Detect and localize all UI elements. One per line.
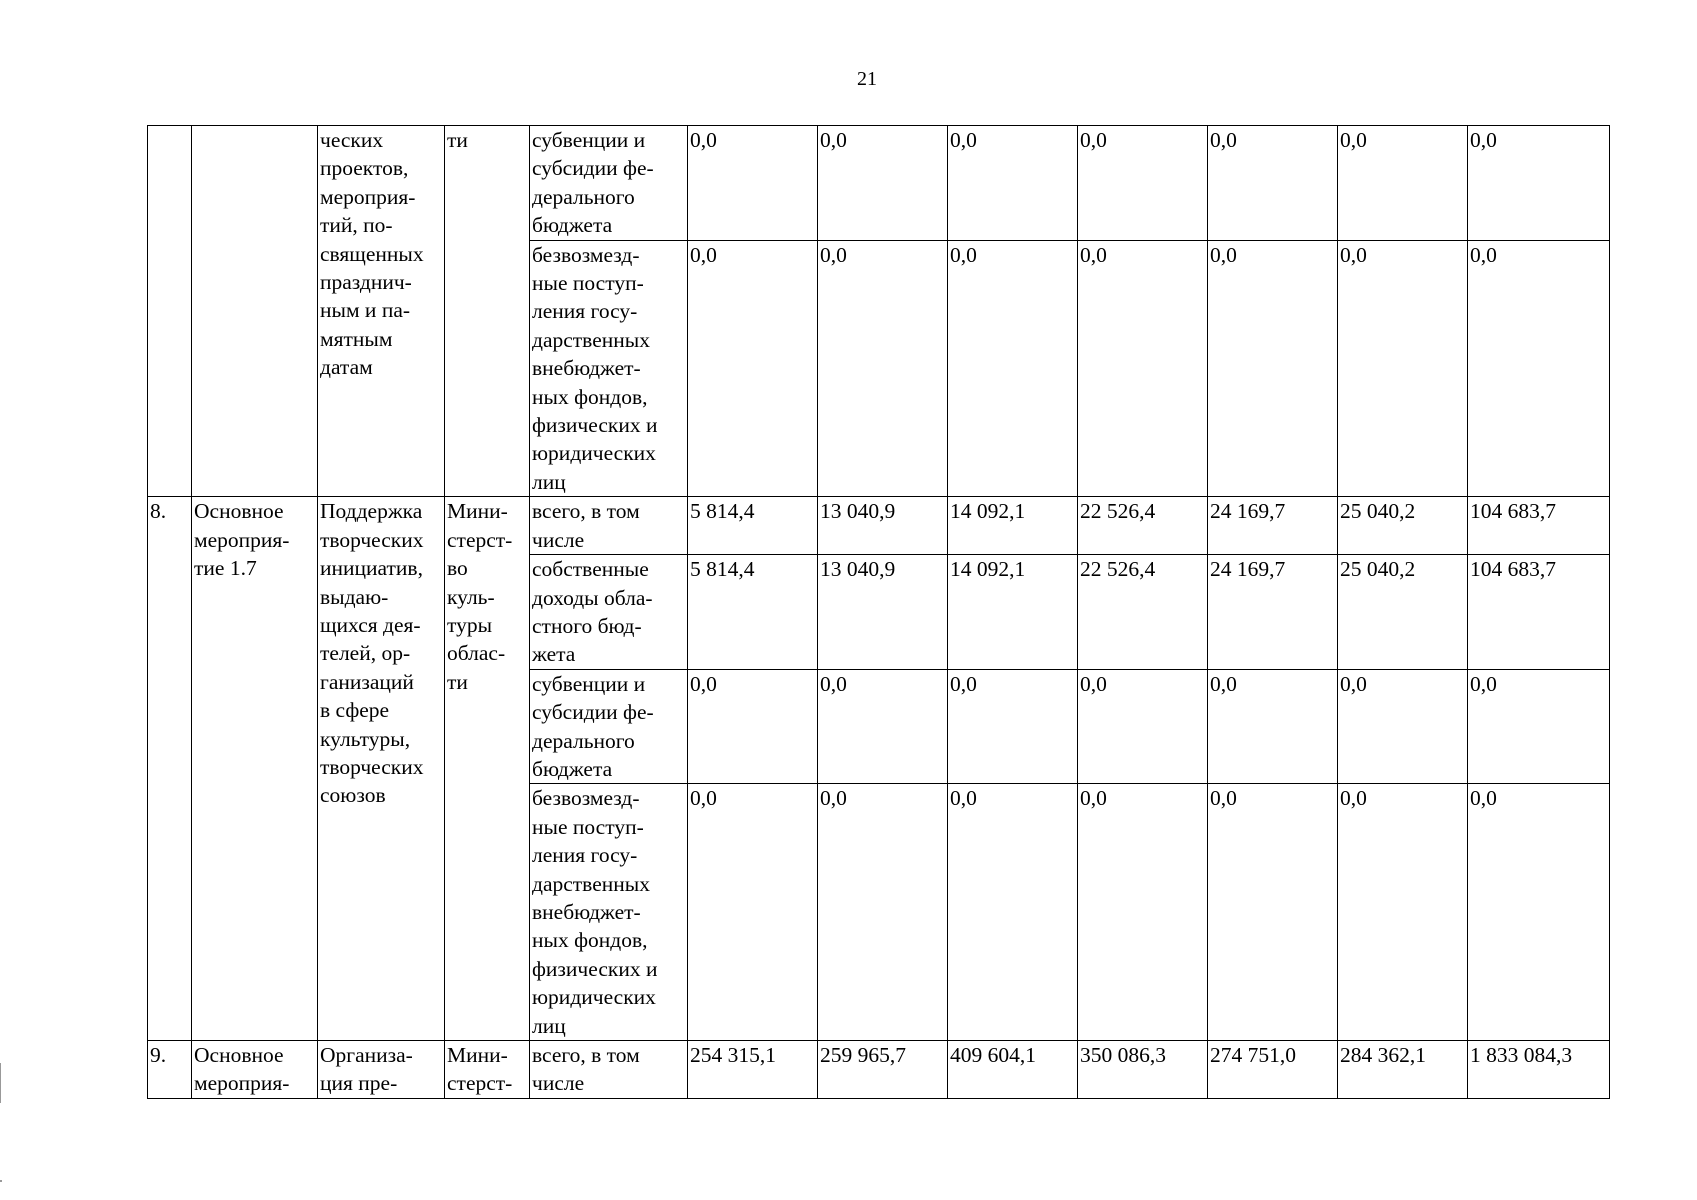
year-value-cell: 0,0 [1338,126,1468,241]
total-value-cell: 0,0 [1468,240,1610,497]
year-value-cell: 0,0 [1208,784,1338,1041]
year-value-cell: 350 086,3 [1078,1041,1208,1099]
year-value-cell: 284 362,1 [1338,1041,1468,1099]
year-value-cell: 0,0 [948,126,1078,241]
total-value-cell: 0,0 [1468,669,1610,784]
year-value-cell: 24 169,7 [1208,497,1338,555]
funding-source-cell: субвенции и субсидии фе- дерального бюджета [530,669,688,784]
year-value-cell: 0,0 [1338,669,1468,784]
activity-name-cell: Организа- ция пре- [318,1041,445,1099]
total-value-cell: 0,0 [1468,784,1610,1041]
funding-source-cell: субвенции и субсидии фе- дерального бюджета [530,126,688,241]
year-value-cell: 0,0 [1208,126,1338,241]
table-row [148,497,1610,555]
total-value-cell: 104 683,7 [1468,497,1610,555]
funding-source-cell: всего, в том числе [530,497,688,555]
year-value-cell: 0,0 [1338,784,1468,1041]
total-value-cell: 0,0 [1468,126,1610,241]
year-value-cell: 22 526,4 [1078,555,1208,670]
year-value-cell: 0,0 [818,240,948,497]
year-value-cell: 0,0 [1208,669,1338,784]
funding-source-cell: безвозмезд- ные поступ- ления госу- дарственных внебюджет- ных фондов, физических и юридических лиц [530,240,688,497]
year-value-cell: 0,0 [688,126,818,241]
row-number-cell: 8. [148,497,192,1041]
responsible-cell: Мини- стерст- во куль- туры облас- ти [445,497,530,1041]
funding-source-cell: всего, в том числе [530,1041,688,1099]
year-value-cell: 14 092,1 [948,555,1078,670]
activity-name-cell: ческих проектов, мероприя- тий, по- священных празднич- ным и па- мятным датам [318,126,445,497]
year-value-cell: 274 751,0 [1208,1041,1338,1099]
activity-kind-cell: Основное мероприя- тие 1.7 [192,497,318,1041]
year-value-cell: 0,0 [818,784,948,1041]
year-value-cell: 0,0 [688,784,818,1041]
budget-table [147,125,1610,1099]
year-value-cell: 0,0 [1208,240,1338,497]
year-value-cell: 409 604,1 [948,1041,1078,1099]
year-value-cell: 0,0 [948,240,1078,497]
year-value-cell: 0,0 [948,784,1078,1041]
year-value-cell: 254 315,1 [688,1041,818,1099]
year-value-cell: 13 040,9 [818,555,948,670]
funding-source-cell: безвозмезд- ные поступ- ления госу- дарственных внебюджет- ных фондов, физических и юридических лиц [530,784,688,1041]
activity-kind-cell [192,126,318,497]
year-value-cell: 25 040,2 [1338,497,1468,555]
year-value-cell: 0,0 [818,126,948,241]
year-value-cell: 0,0 [1078,669,1208,784]
year-value-cell: 0,0 [688,669,818,784]
table-row [148,126,1610,241]
page-number: 21 [857,68,877,90]
activity-kind-cell: Основное мероприя- [192,1041,318,1099]
scan-margin-dot [0,1180,2,1182]
total-value-cell: 104 683,7 [1468,555,1610,670]
year-value-cell: 14 092,1 [948,497,1078,555]
year-value-cell: 5 814,4 [688,555,818,670]
year-value-cell: 259 965,7 [818,1041,948,1099]
year-value-cell: 0,0 [688,240,818,497]
year-value-cell: 0,0 [1078,240,1208,497]
responsible-cell: Мини- стерст- [445,1041,530,1099]
year-value-cell: 22 526,4 [1078,497,1208,555]
scan-margin-mark [0,1063,5,1103]
year-value-cell: 13 040,9 [818,497,948,555]
funding-source-cell: собственные доходы обла- стного бюд- жета [530,555,688,670]
year-value-cell: 0,0 [818,669,948,784]
year-value-cell: 24 169,7 [1208,555,1338,670]
year-value-cell: 0,0 [948,669,1078,784]
row-number-cell: 9. [148,1041,192,1099]
year-value-cell: 25 040,2 [1338,555,1468,670]
responsible-cell: ти [445,126,530,497]
year-value-cell: 5 814,4 [688,497,818,555]
year-value-cell: 0,0 [1078,784,1208,1041]
year-value-cell: 0,0 [1338,240,1468,497]
table-row [148,1041,1610,1099]
year-value-cell: 0,0 [1078,126,1208,241]
row-number-cell [148,126,192,497]
activity-name-cell: Поддержка творческих инициатив, выдаю- щихся дея- телей, ор- ганизаций в сфере культуры, творческих союзов [318,497,445,1041]
total-value-cell: 1 833 084,3 [1468,1041,1610,1099]
